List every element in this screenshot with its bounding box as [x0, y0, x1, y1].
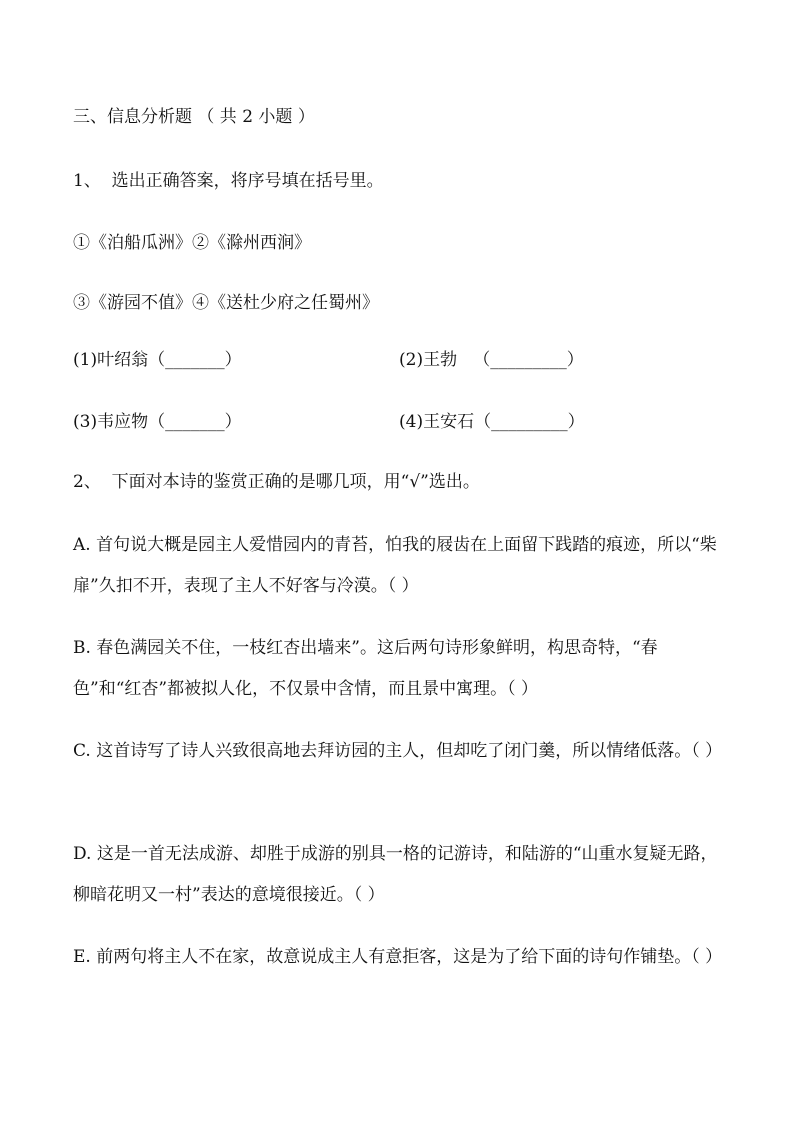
question-2-item-c: [73, 731, 723, 772]
item-e-text[interactable]: E. 前两句将主人不在家，故意说成主人有意拒客，这是为了给下面的诗句作铺垫。（ ）: [73, 947, 723, 967]
item-c-text[interactable]: C. 这首诗写了诗人兴致很高地去拜访园的主人，但却吃了闭门羹，所以情绪低落。（ ）: [73, 741, 723, 761]
item-d-text[interactable]: D. 这是一首无法成游、却胜于成游的别具一格的记游诗，和陆游的“山重水复疑无路，柳暗花明又一村”表达的意境很接近。（ ）: [73, 844, 718, 905]
item-b-text[interactable]: B. 春色满园关不住，一枝红杏出墙来”。这后两句诗形象鲜明，构思奇特，“春色”和“红杏”都被拟人化，不仅景中含情，而且景中寓理。（ ）: [73, 638, 658, 699]
question-1-title: 1、 选出正确答案，将序号填在括号里。: [73, 171, 384, 191]
question-1-match-row: [73, 410, 733, 434]
match-blank-3[interactable]: (3)韦应物（_______）: [73, 412, 242, 432]
item-a-text[interactable]: A. 首句说大概是园主人爱惜园内的青苔，怕我的屐齿在上面留下践踏的痕迹，所以“柴扉”久扣不开，表现了主人不好客与冷漠。（ ）: [73, 535, 717, 596]
question-2-item-e: [73, 937, 723, 978]
question-2-item-a: [73, 525, 723, 607]
match-blank-4[interactable]: (4)王安石（_________）: [399, 412, 585, 432]
question-2-item-d: [73, 834, 723, 916]
question-1-options-row-2: ③《游园不值》④《送杜少府之任蜀州》: [73, 293, 379, 313]
question-1-match-row: [73, 348, 733, 372]
match-blank-2[interactable]: (2)王勃 （_________）: [399, 350, 584, 370]
match-blank-1[interactable]: (1)叶绍翁（_______）: [73, 350, 242, 370]
question-1-options-row-1: ①《泊船瓜洲》②《滁州西涧》: [73, 233, 311, 253]
question-2-title: 2、 下面对本诗的鉴赏正确的是哪几项，用“√”选出。: [73, 472, 480, 492]
question-2-item-b: [73, 628, 723, 710]
section-title: 三、信息分析题 （ 共 2 小题 ）: [73, 107, 315, 127]
